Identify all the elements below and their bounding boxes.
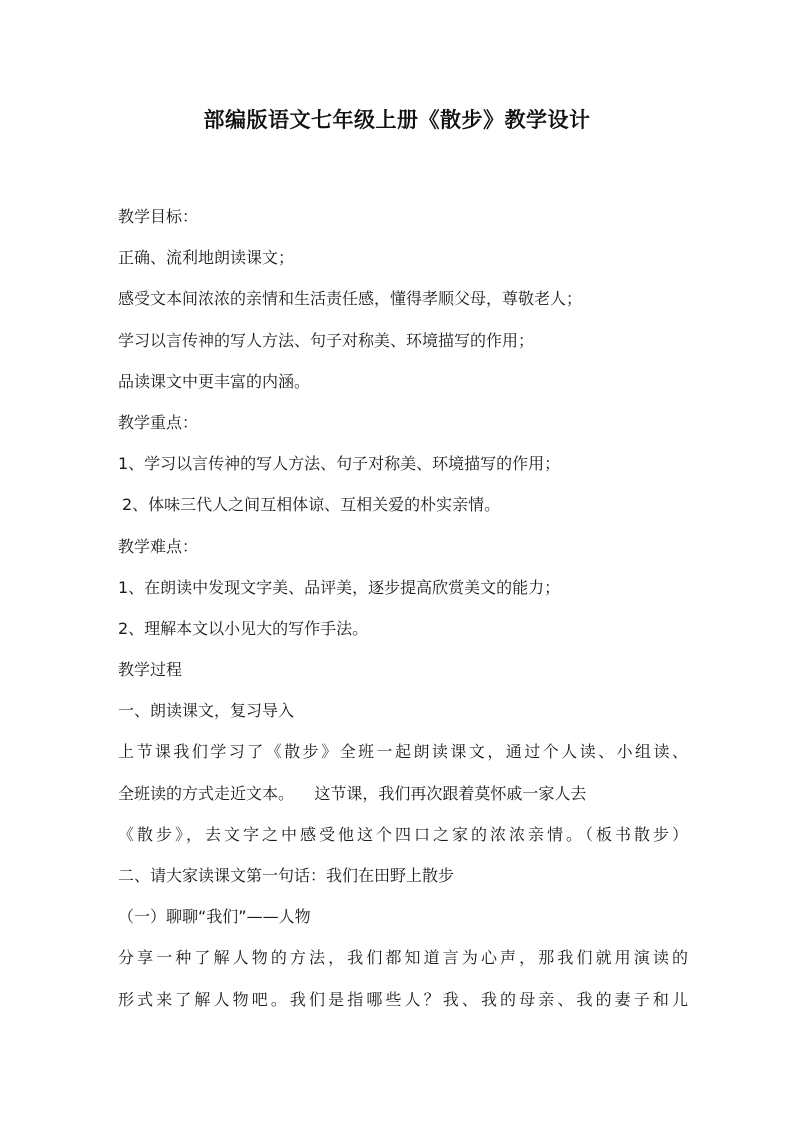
paragraph-line: 教学目标： xyxy=(118,207,199,226)
paragraph-line: 品读课文中更丰富的内涵。 xyxy=(118,371,311,391)
document-title: 部编版语文七年级上册《散步》教学设计 xyxy=(203,108,591,132)
paragraph-line: 学习以言传神的写人方法、句子对称美、环境描写的作用； xyxy=(118,330,535,350)
section-heading: 教学难点： xyxy=(118,536,199,556)
paragraph-line: 形式来了解人物吧。我们是指哪些人？我、我的母亲、我的妻子和儿 xyxy=(118,989,688,1009)
paragraph-line: 1、学习以言传神的写人方法、句子对称美、环境描写的作用； xyxy=(118,454,561,474)
paragraph-line: 全班读的方式走近文本。 这节课，我们再次跟着莫怀戚一家人去 xyxy=(118,783,587,803)
paragraph-line: 2、体味三代人之间互相体谅、互相关爱的朴实亲情。 xyxy=(122,495,501,515)
paragraph-line: 2、理解本文以小见大的写作手法。 xyxy=(118,618,369,638)
paragraph-line: 1、在朗读中发现文字美、品评美，逐步提高欣赏美文的能力； xyxy=(118,577,561,597)
section-heading: 教学过程 xyxy=(118,660,183,680)
section-heading: 一、朗读课文，复习导入 xyxy=(118,701,295,721)
paragraph-line: 正确、流利地朗读课文； xyxy=(118,248,295,268)
subsection-heading: （一）聊聊“我们”——人物 xyxy=(118,907,311,927)
paragraph-line: 分享一种了解人物的方法，我们都知道言为心声，那我们就用演读的 xyxy=(118,948,688,968)
paragraph-line: 感受文本间浓浓的亲情和生活责任感，懂得孝顺父母，尊敬老人； xyxy=(118,289,583,309)
paragraph-line: 《散步》，去文字之中感受他这个四口之家的浓浓亲情。（板书散步） xyxy=(118,824,688,844)
document-body xyxy=(118,196,688,1020)
section-heading: 教学重点： xyxy=(118,412,199,432)
paragraph-line: 上节课我们学习了《散步》全班一起朗读课文，通过个人读、小组读、 xyxy=(118,742,688,762)
section-heading: 二、请大家读课文第一句话：我们在田野上散步 xyxy=(118,866,455,885)
